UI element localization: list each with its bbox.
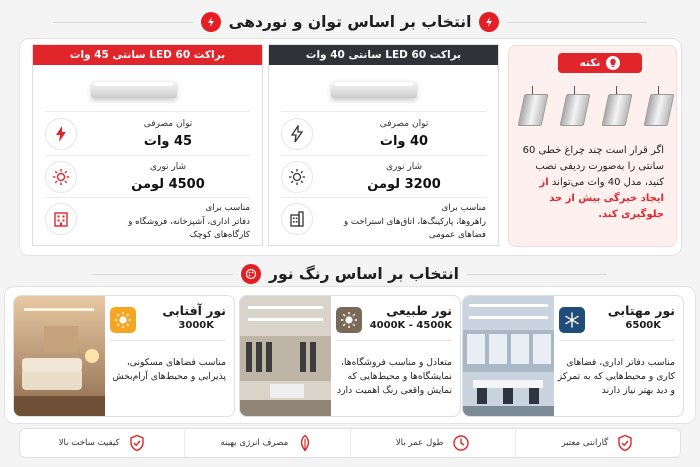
clock-icon [452, 434, 470, 452]
flux-value: 3200 لومن [367, 177, 441, 192]
feature-label: گارانتی معتبر [561, 438, 609, 448]
divider [507, 22, 647, 23]
section-color-header [0, 262, 700, 286]
card-40w-header: براکت LED 60 سانتی 40 وات [269, 45, 498, 65]
feature-item [350, 429, 515, 457]
note-label-text: نکته [579, 57, 601, 69]
feature-item [184, 429, 349, 457]
sun-icon [281, 161, 313, 193]
sun-icon [45, 161, 77, 193]
lightning-icon [281, 118, 313, 150]
snowflake-icon [559, 307, 585, 333]
divider [281, 111, 486, 112]
feature-item [515, 429, 680, 457]
note-body: اگر قرار است چند چراغ خطی 60 سانتی را به‌صورت ردیفی نصب کنید، مدل 40 وات می‌تواند [522, 145, 664, 188]
flux-value: 4500 لومن [131, 177, 205, 192]
warm-name: نور آفتابی [162, 303, 226, 318]
palette-badge-icon [241, 264, 261, 284]
power-label: توان مصرفی [379, 119, 429, 129]
warm-kelvin: 3000K [178, 320, 214, 331]
energy-badge-icon [479, 12, 499, 32]
warm-desc: مناسب فضاهای مسکونی، پذیرایی و محیط‌های آرام‌بخش [112, 357, 226, 382]
power-value: 45 وات [143, 134, 193, 149]
cool-name: نور مهتابی [607, 303, 675, 318]
note-highlight: از ایجاد خیرگی بیش از حد جلوگیری کند. [539, 177, 664, 220]
lightning-icon [45, 118, 77, 150]
suitable-label: مناسب برای [441, 203, 486, 213]
natural-kelvin: 4000K - 4500K [369, 320, 452, 331]
cool-desc: مناسب دفاتر اداری، فضاهای کاری و محیط‌هایی که به تمرکز و دید بهتر نیاز دارند [557, 357, 675, 396]
fixture-image [519, 86, 547, 130]
suitable-text: راهروها، پارکینگ‌ها، اتاق‌های استراحت و فضاهای عمومی [343, 217, 486, 240]
building-icon [45, 203, 77, 235]
divider [45, 197, 250, 198]
card-warm-light [13, 295, 235, 417]
cool-kelvin: 6500K [625, 320, 661, 331]
card-45w [32, 44, 263, 246]
sun-icon [336, 307, 362, 333]
divider [93, 274, 233, 275]
feature-item [20, 429, 184, 457]
note-text [517, 143, 664, 223]
feature-label: طول عمر بالا [395, 438, 444, 448]
power-value: 40 وات [379, 134, 429, 149]
fixture-image [645, 86, 673, 130]
fixture-image [603, 86, 631, 130]
card-45w-header: براکت LED 60 سانتی 45 وات [33, 45, 262, 65]
section-color-title: انتخاب بر اساس رنگ نور [269, 265, 459, 283]
section-power-title: انتخاب بر اساس توان و نوردهی [228, 13, 472, 31]
feature-label: مصرف انرژی بهینه [220, 438, 289, 448]
fixture-image [561, 86, 589, 130]
section-power-header [0, 10, 700, 34]
note-label [558, 53, 642, 73]
leaf-icon [296, 434, 314, 452]
divider [110, 340, 226, 341]
building-icon [281, 203, 313, 235]
bulb-icon [606, 56, 620, 70]
feature-label: کیفیت ساخت بالا [58, 438, 120, 448]
card-40w [268, 44, 499, 246]
features-bar [19, 428, 681, 458]
suitable-label: مناسب برای [205, 203, 250, 213]
card-cool-light [462, 295, 684, 417]
store-photo [240, 296, 331, 417]
divider [45, 111, 250, 112]
natural-name: نور طبیعی [386, 303, 452, 318]
led-fixture-image [331, 80, 417, 98]
energy-badge-icon [201, 12, 221, 32]
divider [53, 22, 193, 23]
divider [45, 155, 250, 156]
flux-label: شار نوری [149, 162, 187, 172]
note-box [508, 45, 677, 247]
sun-icon [110, 307, 136, 333]
divider [281, 155, 486, 156]
divider [467, 274, 607, 275]
card-natural-light [239, 295, 461, 417]
flux-label: شار نوری [385, 162, 423, 172]
suitable-text: دفاتر اداری، آشپزخانه، فروشگاه و کارگاه‌های کوچک [128, 217, 250, 240]
shield-check-icon [128, 434, 146, 452]
living-room-photo [14, 296, 105, 417]
divider [559, 340, 675, 341]
power-label: توان مصرفی [143, 119, 193, 129]
divider [281, 197, 486, 198]
shield-check-icon [616, 434, 634, 452]
natural-desc: متعادل و مناسب فروشگاه‌ها، نمایشگاه‌ها و محیط‌هایی که نمایش واقعی رنگ اهمیت دارد [337, 357, 452, 396]
office-photo [463, 296, 554, 417]
divider [336, 340, 452, 341]
led-fixture-image [91, 80, 177, 98]
